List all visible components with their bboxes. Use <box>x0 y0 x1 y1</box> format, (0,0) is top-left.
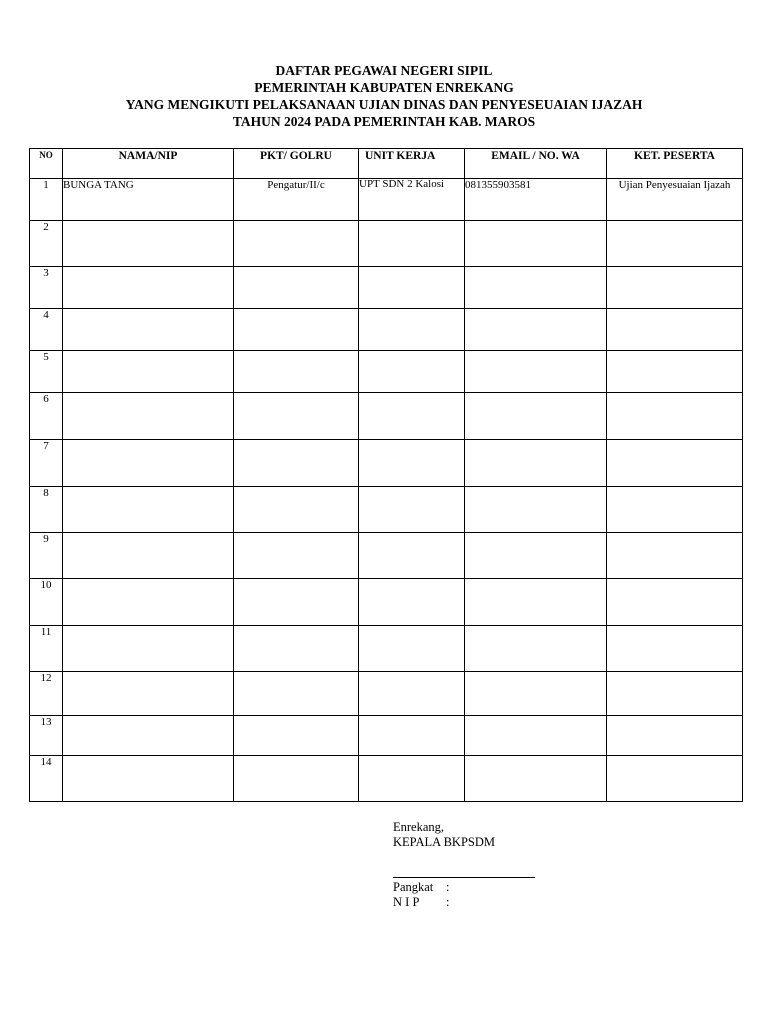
row-unit-kerja <box>359 309 465 351</box>
title-line-3: YANG MENGIKUTI PELAKSANAAN UJIAN DINAS DAN PENYESEUAIAN IJAZAH <box>125 97 643 112</box>
row-number: 4 <box>30 309 63 351</box>
table-row <box>30 309 743 351</box>
table-header-row <box>30 149 743 179</box>
table-row <box>30 716 743 756</box>
header-unit-kerja: UNIT KERJA <box>359 149 465 179</box>
row-email-wa <box>465 672 607 716</box>
row-email-wa <box>465 579 607 626</box>
row-email-wa <box>465 351 607 393</box>
signature-position: KEPALA BKPSDM <box>393 835 496 849</box>
row-unit-kerja: UPT SDN 2 Kalosi <box>359 179 465 221</box>
row-unit-kerja <box>359 626 465 672</box>
row-ket-peserta <box>607 626 743 672</box>
table-row <box>30 533 743 579</box>
signature-line <box>393 876 535 878</box>
row-unit-kerja <box>359 393 465 440</box>
row-number: 5 <box>30 351 63 393</box>
header-email-wa: EMAIL / NO. WA <box>465 149 607 179</box>
row-number: 14 <box>30 756 63 802</box>
row-ket-peserta <box>607 579 743 626</box>
nip-label: N I P <box>393 895 420 909</box>
row-pkt-golru <box>234 351 359 393</box>
row-nama-nip <box>63 716 234 756</box>
row-email-wa <box>465 533 607 579</box>
header-no: NO <box>30 149 63 179</box>
row-pkt-golru <box>234 756 359 802</box>
row-nama-nip <box>63 487 234 533</box>
header-ket-peserta: KET. PESERTA <box>607 149 743 179</box>
row-ket-peserta: Ujian Penyesuaian Ijazah <box>607 179 743 221</box>
row-nama-nip: BUNGA TANG <box>63 179 234 221</box>
row-unit-kerja <box>359 716 465 756</box>
signature-place: Enrekang, <box>393 820 445 834</box>
table-row <box>30 393 743 440</box>
row-number: 9 <box>30 533 63 579</box>
row-ket-peserta <box>607 221 743 267</box>
row-email-wa <box>465 393 607 440</box>
title-line-4: TAHUN 2024 PADA PEMERINTAH KAB. MAROS <box>232 114 536 129</box>
row-number: 1 <box>30 179 63 221</box>
row-number: 8 <box>30 487 63 533</box>
row-pkt-golru <box>234 487 359 533</box>
row-pkt-golru <box>234 672 359 716</box>
row-pkt-golru <box>234 626 359 672</box>
row-email-wa <box>465 267 607 309</box>
table-row <box>30 351 743 393</box>
pangkat-label: Pangkat <box>393 880 434 894</box>
row-ket-peserta <box>607 351 743 393</box>
row-nama-nip <box>63 309 234 351</box>
row-unit-kerja <box>359 267 465 309</box>
row-number: 11 <box>30 626 63 672</box>
row-ket-peserta <box>607 393 743 440</box>
table-row <box>30 672 743 716</box>
row-number: 3 <box>30 267 63 309</box>
row-number: 13 <box>30 716 63 756</box>
row-pkt-golru <box>234 393 359 440</box>
row-unit-kerja <box>359 221 465 267</box>
header-nama-nip: NAMA/NIP <box>63 149 234 179</box>
title-line-2: PEMERINTAH KABUPATEN ENREKANG <box>254 80 514 95</box>
row-pkt-golru <box>234 716 359 756</box>
row-nama-nip <box>63 440 234 487</box>
row-number: 12 <box>30 672 63 716</box>
row-number: 10 <box>30 579 63 626</box>
row-pkt-golru <box>234 221 359 267</box>
row-email-wa <box>465 221 607 267</box>
table-row <box>30 267 743 309</box>
table-row <box>30 440 743 487</box>
participant-table <box>29 148 743 802</box>
row-pkt-golru <box>234 579 359 626</box>
table-row <box>30 487 743 533</box>
row-email-wa <box>465 716 607 756</box>
document-title <box>0 62 768 130</box>
table-row <box>30 626 743 672</box>
row-email-wa <box>465 309 607 351</box>
row-email-wa <box>465 487 607 533</box>
row-ket-peserta <box>607 533 743 579</box>
row-unit-kerja <box>359 672 465 716</box>
row-ket-peserta <box>607 672 743 716</box>
signature-block <box>393 820 535 910</box>
header-pkt-golru: PKT/ GOLRU <box>234 149 359 179</box>
row-unit-kerja <box>359 440 465 487</box>
row-pkt-golru <box>234 309 359 351</box>
pangkat-colon: : <box>446 880 450 894</box>
row-nama-nip <box>63 533 234 579</box>
row-nama-nip <box>63 626 234 672</box>
row-number: 6 <box>30 393 63 440</box>
row-nama-nip <box>63 221 234 267</box>
row-nama-nip <box>63 393 234 440</box>
row-ket-peserta <box>607 716 743 756</box>
row-ket-peserta <box>607 756 743 802</box>
row-nama-nip <box>63 351 234 393</box>
row-email-wa <box>465 756 607 802</box>
row-email-wa <box>465 626 607 672</box>
row-ket-peserta <box>607 487 743 533</box>
nip-row <box>393 895 535 910</box>
row-nama-nip <box>63 579 234 626</box>
row-unit-kerja <box>359 351 465 393</box>
table-row <box>30 221 743 267</box>
row-nama-nip <box>63 756 234 802</box>
row-unit-kerja <box>359 533 465 579</box>
table-row <box>30 579 743 626</box>
row-pkt-golru: Pengatur/II/c <box>234 179 359 221</box>
row-unit-kerja <box>359 579 465 626</box>
row-number: 7 <box>30 440 63 487</box>
row-pkt-golru <box>234 440 359 487</box>
row-nama-nip <box>63 267 234 309</box>
row-nama-nip <box>63 672 234 716</box>
row-unit-kerja <box>359 756 465 802</box>
pangkat-row <box>393 880 535 895</box>
table-row <box>30 756 743 802</box>
row-number: 2 <box>30 221 63 267</box>
row-email-wa <box>465 440 607 487</box>
row-ket-peserta <box>607 267 743 309</box>
row-ket-peserta <box>607 309 743 351</box>
row-pkt-golru <box>234 267 359 309</box>
table-row <box>30 179 743 221</box>
row-unit-kerja <box>359 487 465 533</box>
row-email-wa: 081355903581 <box>465 179 607 221</box>
row-pkt-golru <box>234 533 359 579</box>
row-ket-peserta <box>607 440 743 487</box>
nip-colon: : <box>446 895 450 909</box>
title-line-1: DAFTAR PEGAWAI NEGERI SIPIL <box>275 63 493 78</box>
